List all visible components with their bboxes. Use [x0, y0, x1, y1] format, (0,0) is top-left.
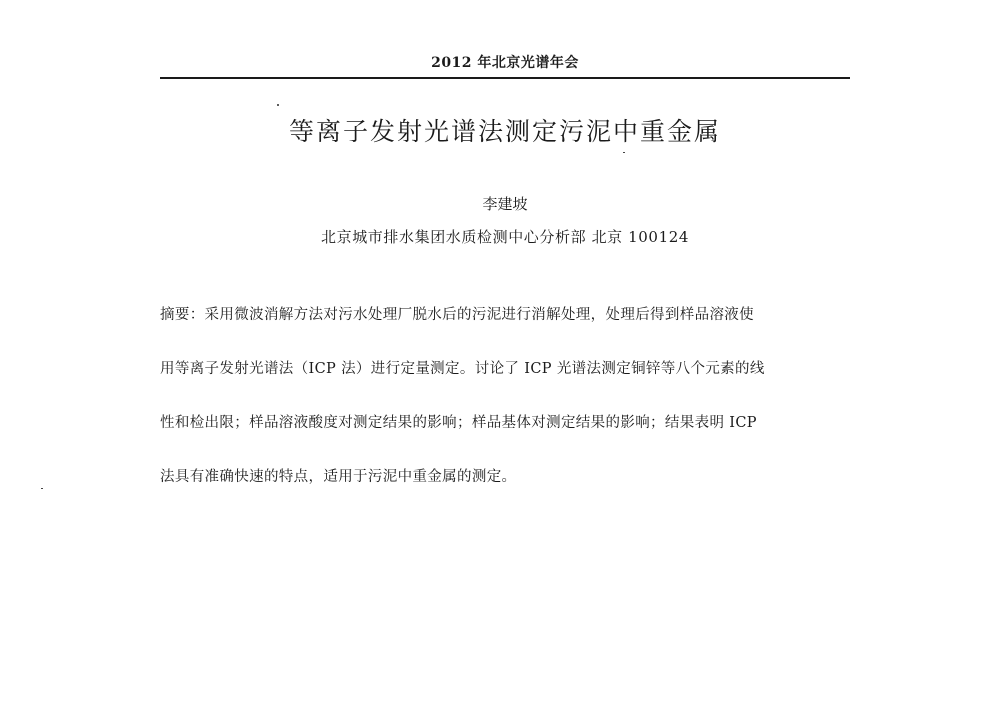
running-header: 2012 年北京光谱年会	[431, 55, 579, 71]
scan-speck	[277, 104, 279, 106]
abstract-line: 法具有准确快速的特点，适用于污泥中重金属的测定。	[160, 469, 517, 485]
abstract	[160, 304, 850, 520]
author-affiliation: 北京城市排水集团水质检测中心分析部 北京 100124	[321, 228, 689, 246]
abstract-line: 用等离子发射光谱法（ICP 法）进行定量测定。讨论了 ICP 光谱法测定铜锌等八个元素的线	[160, 361, 765, 377]
paper-title: 等离子发射光谱法测定污泥中重金属	[288, 117, 721, 146]
abstract-line: 摘要：采用微波消解方法对污水处理厂脱水后的污泥进行消解处理，处理后得到样品溶液使	[160, 307, 754, 323]
scan-speck	[623, 152, 625, 153]
abstract-line: 性和检出限；样品溶液酸度对测定结果的影响；样品基体对测定结果的影响；结果表明 ICP	[160, 415, 757, 431]
scan-speck	[41, 488, 43, 489]
author-name: 李建坡	[482, 195, 528, 213]
header-rule	[160, 77, 850, 79]
